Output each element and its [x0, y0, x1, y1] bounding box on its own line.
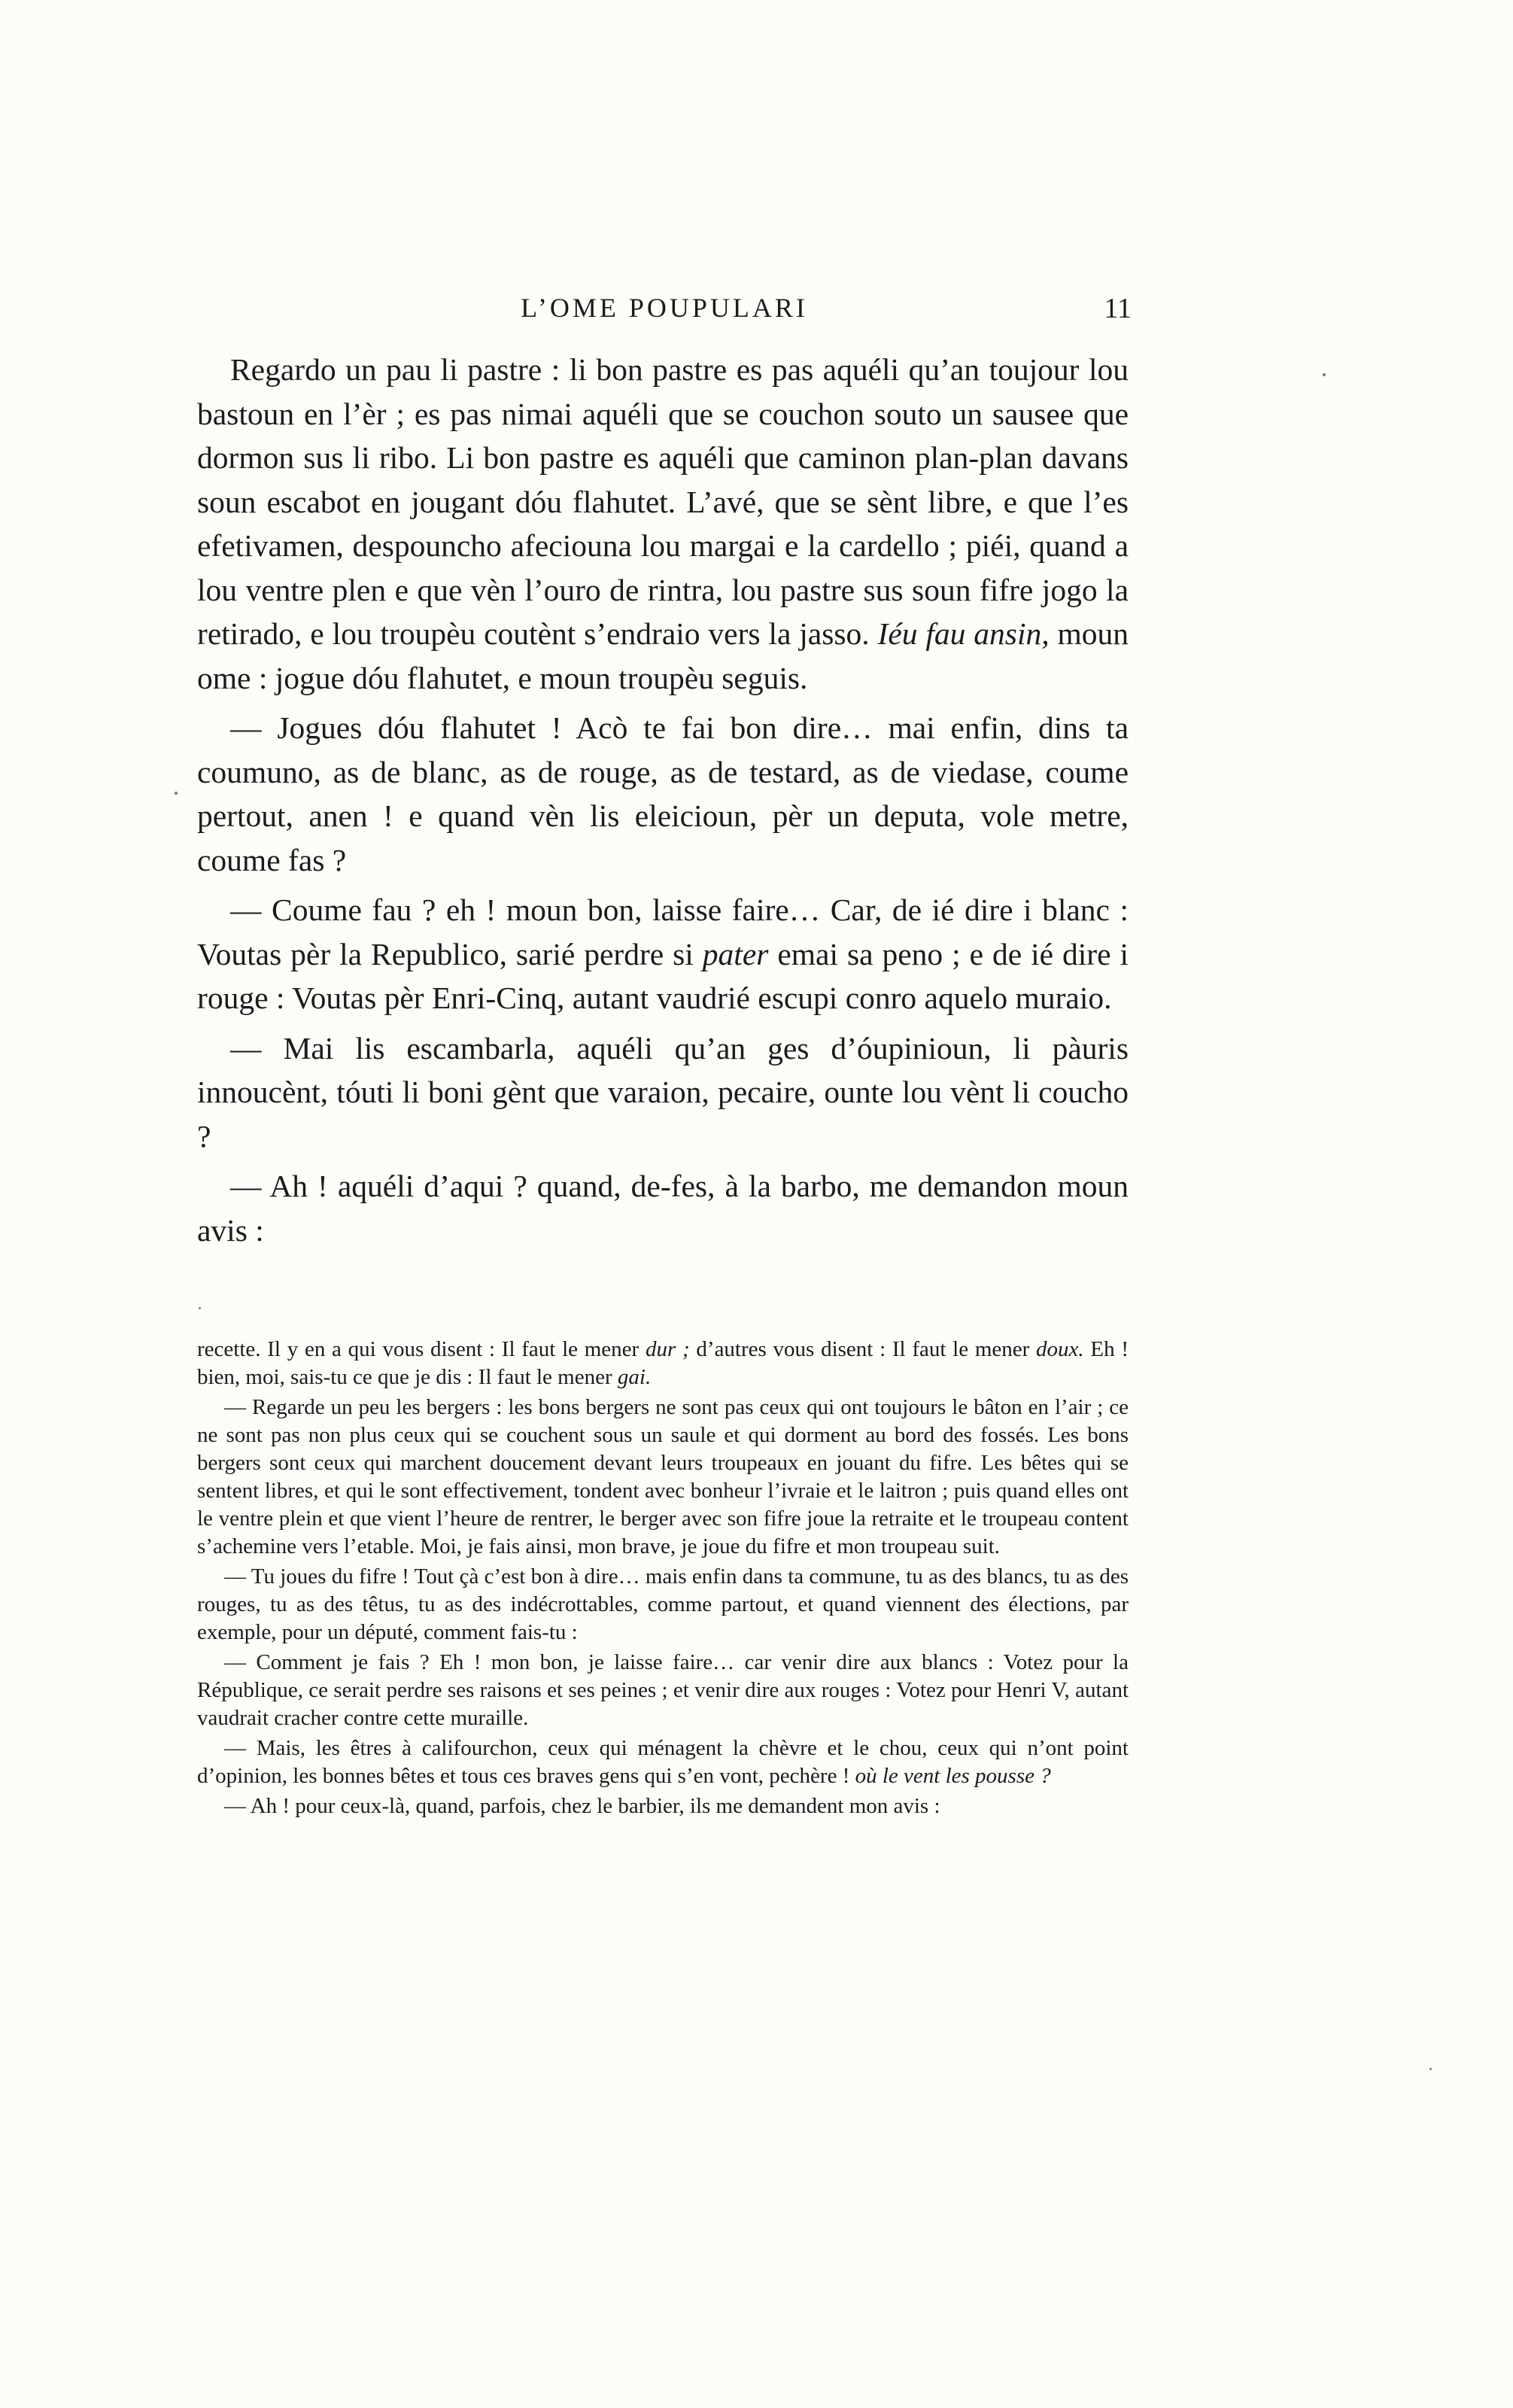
footnote-text: — Mais, les êtres à califourchon, ceux qui ménagent la chèvre et le chou, ceux qui n’ont point d’opinion, les bonnes bêtes et tous ces braves gens qui s’en vont, pechère ! [197, 1736, 1129, 1788]
paragraph-text: Regardo un pau li pastre : li bon pastre es pas aquéli qu’an toujour lou bastoun en l’èr ; es pas nimai aquéli que se couchon souto un sausee que dormon sus li ribo. Li bon pastre es aquéli que caminon plan-plan davans soun escabot en jougant dóu flahutet. L’avé, que se sènt libre, e que l’es efetivamen, despouncho afeciouna lou margai e la cardello ; piéi, quand a lou ventre plen e que vèn l’ouro de rintra, lou pastre sus soun fifre jogo la retirado, e lou troupèu coutènt s’endraio vers la jasso. [197, 352, 1129, 651]
italic-text: dur ; [645, 1337, 690, 1361]
paragraph: — Ah ! aquéli d’aqui ? quand, de-fes, à la barbo, me demandon moun avis : [197, 1169, 1129, 1248]
paragraph [197, 888, 1129, 1020]
footnote-text: recette. Il y en a qui vous disent : Il faut le mener [197, 1337, 640, 1361]
paragraph: — Jogues dóu flahutet ! Acò te fai bon dire… mai enfin, dins ta coumuno, as de blanc, as de rouge, as de testard, as de viedase, coume pertout, anen ! e quand vèn lis eleicioun, pèr un deputa, vole metre, coume fas ? [197, 710, 1129, 877]
page-header [197, 292, 1132, 330]
italic-text: où le vent les pousse ? [855, 1764, 1051, 1788]
footnote-paragraph [197, 1735, 1129, 1790]
footnote-paragraph: — Tu joues du fifre ! Tout çà c’est bon à dire… mais enfin dans ta commune, tu as des blancs, tu as des rouges, tu as des têtus, tu as des indécrottables, comme partout, et quand viennent des élections, par exemple, pour un député, comment fais-tu : [197, 1564, 1129, 1644]
footnote-paragraph: — Comment je fais ? Eh ! mon bon, je laisse faire… car venir dire aux blancs : Votez pour la République, ce serait perdre ses raisons et ses peines ; et venir dire aux rouges : Votez pour Henri V, autant vaudrait cracher contre cette muraille. [197, 1650, 1129, 1730]
paper-speck [1323, 373, 1326, 376]
paper-speck [175, 792, 178, 795]
paper-speck [199, 1307, 201, 1309]
italic-text: gai. [617, 1365, 652, 1389]
italic-text: pater [702, 936, 769, 971]
page-number: 11 [1104, 293, 1132, 324]
footnote-text: Eh ! bien, moi, sais-tu ce que je dis : Il faut le mener [197, 1337, 1129, 1389]
footnote-text: d’autres vous disent : Il faut le mener [696, 1337, 1030, 1361]
footnote-paragraph: — Ah ! pour ceux-là, quand, parfois, chez le barbier, ils me demandent mon avis : [224, 1794, 940, 1818]
main-text [197, 348, 1129, 1252]
running-title: L’OME POUPULARI [521, 293, 808, 323]
paragraph-text: moun ome : jogue dóu flahutet, e moun troupèu seguis. [197, 616, 1129, 695]
italic-text: Iéu fau ansin, [877, 616, 1050, 651]
footnote-paragraph [197, 1336, 1129, 1391]
paragraph: — Mai lis escambarla, aquéli qu’an ges d’óupinioun, li pàuris innoucènt, tóuti li boni gènt que varaion, pecaire, ounte lou vènt li coucho ? [197, 1030, 1129, 1154]
paragraph [197, 348, 1129, 700]
footnote-paragraph: — Regarde un peu les bergers : les bons bergers ne sont pas ceux qui ont toujours le bâton en l’air ; ce ne sont pas non plus ceux qui se couchent sous un saule et qui dorment au bord des fossés. Les bons bergers sont ceux qui marchent doucement devant leurs troupeaux en jouant du fifre. Les bêtes qui se sentent libres, et qui le sont effectivement, tondent avec bonheur l’ivraie et le laitron ; puis quand elles ont le ventre plein et que vient l’heure de rentrer, le berger avec son fifre joue la retraite et le troupeau content s’achemine vers l’etable. Moi, je fais ainsi, mon brave, je joue du fifre et mon troupeau suit. [197, 1395, 1129, 1558]
paper-speck [1429, 2068, 1432, 2070]
paragraph-text: — Coume fau ? eh ! moun bon, laisse faire… Car, de ié dire i blanc : Voutas pèr la Republico, sarié perdre si [197, 892, 1129, 971]
paragraph-text: emai sa peno ; e de ié dire i rouge : Voutas pèr Enri-Cinq, autant vaudrié escupi conro aquelo muraio. [197, 936, 1129, 1015]
footnote-translation [197, 1336, 1129, 1820]
italic-text: doux. [1036, 1337, 1084, 1361]
